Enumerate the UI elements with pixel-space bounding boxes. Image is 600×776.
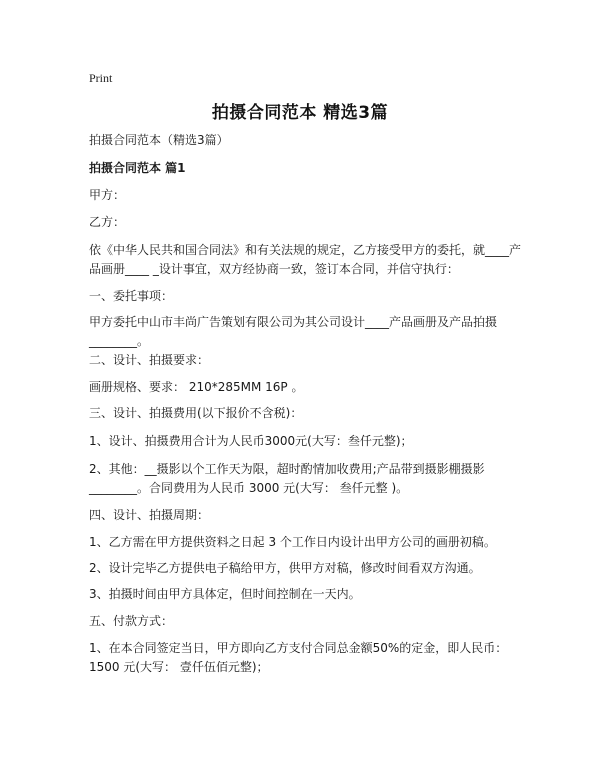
clause-5-item-1-line-1: 1、在本合同签定当日，甲方即向乙方支付合同总金额50%的定金，即人民币：	[89, 641, 508, 655]
clause-2-spec: 画册规格、要求： 210*285MM 16P 。	[89, 380, 304, 394]
clause-heading-3: 三、设计、拍摄费用(以下报价不含税)：	[89, 406, 303, 420]
section-heading: 拍摄合同范本 篇1	[89, 161, 186, 175]
clause-1-line-2: ________。	[89, 334, 150, 348]
clause-heading-1: 一、委托事项：	[89, 289, 174, 303]
subtitle: 拍摄合同范本（精选3篇）	[89, 133, 229, 147]
party-b-line: 乙方：	[89, 215, 126, 229]
clause-heading-4: 四、设计、拍摄周期：	[89, 508, 210, 522]
clause-1-line-1: 甲方委托中山市丰尚广告策划有限公司为其公司设计____产品画册及产品拍摄	[89, 315, 498, 329]
clause-3-item-2-line-1: 2、其他：__摄影以个工作天为限，超时酌情加收费用;产品带到摄影棚摄影	[89, 462, 485, 476]
clause-3-item-1: 1、设计、拍摄费用合计为人民币3000元(大写：叁仟元整)；	[89, 434, 413, 448]
document-title: 拍摄合同范本 精选3篇	[211, 103, 389, 123]
intro-line-2: 品画册____ _设计事宜，双方经协商一致，签订本合同，并信守执行：	[89, 262, 459, 276]
party-a-line: 甲方：	[89, 188, 126, 202]
clause-heading-5: 五、付款方式：	[89, 614, 174, 628]
print-link[interactable]: Print	[89, 71, 113, 85]
clause-4-item-3: 3、拍摄时间由甲方具体定，但时间控制在一天内。	[89, 587, 361, 601]
intro-line-1: 依《中华人民共和国合同法》和有关法规的规定，乙方接受甲方的委托，就____产	[89, 243, 522, 257]
clause-5-item-1-line-2: 1500 元(大写： 壹仟伍佰元整)；	[89, 660, 269, 674]
clause-4-item-2: 2、设计完毕乙方提供电子稿给甲方，供甲方对稿，修改时间看双方沟通。	[89, 561, 481, 575]
clause-4-item-1: 1、乙方需在甲方提供资料之日起 3 个工作日内设计出甲方公司的画册初稿。	[89, 535, 496, 549]
clause-heading-2: 二、设计、拍摄要求：	[89, 353, 210, 367]
clause-3-item-2-line-2: ________。合同费用为人民币 3000 元(大写： 叁仟元整 )。	[89, 481, 409, 495]
